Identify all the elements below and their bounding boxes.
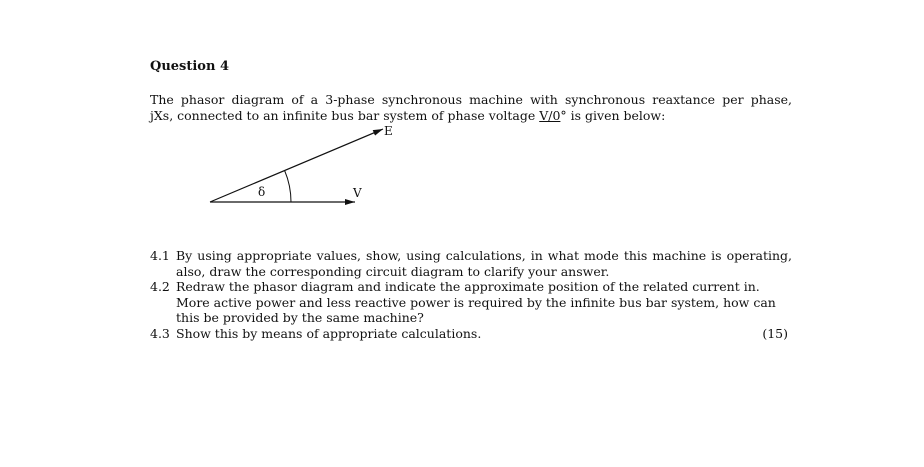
- e-phasor-label: E: [384, 124, 393, 138]
- degree-sign: °: [560, 108, 567, 123]
- sub-question-4-3: [150, 326, 792, 342]
- voltage-phasor-notation: V/0: [539, 108, 561, 123]
- sub-question-4-1: [150, 248, 792, 279]
- marks-label: (15): [762, 325, 788, 341]
- v-phasor-label: V: [353, 186, 362, 200]
- intro-line-1: The phasor diagram of a 3-phase synchronous machine with synchronous reaxtance per phase,: [150, 92, 792, 107]
- sub-question-text: Show this by means of appropriate calculations.: [176, 325, 482, 341]
- phasor-diagram: [200, 120, 400, 215]
- sub-question-text: By using appropriate values, show, using calculations, in what mode this machine is operating, also, draw the corresponding circuit diagram to clarify your answer.: [176, 248, 792, 279]
- question-heading: Question 4: [150, 59, 230, 74]
- sub-question-number: 4.1: [150, 248, 170, 263]
- sub-question-4-2: [150, 279, 792, 326]
- sub-question-list: [150, 248, 792, 342]
- sub-question-text: Redraw the phasor diagram and indicate the approximate position of the related current in. More active power and less reactive power is required by the infinite bus bar system, how can this be provided by the same machine?: [176, 279, 776, 326]
- sub-question-number: 4.3: [150, 325, 170, 341]
- delta-angle-arc: [285, 171, 291, 203]
- intro-line-2-end: is given below:: [566, 108, 666, 123]
- delta-angle-label: δ: [258, 185, 266, 199]
- sub-question-number: 4.2: [150, 279, 170, 295]
- intro-line-2-start: jXs, connected to an infinite bus bar system of phase voltage: [150, 108, 540, 123]
